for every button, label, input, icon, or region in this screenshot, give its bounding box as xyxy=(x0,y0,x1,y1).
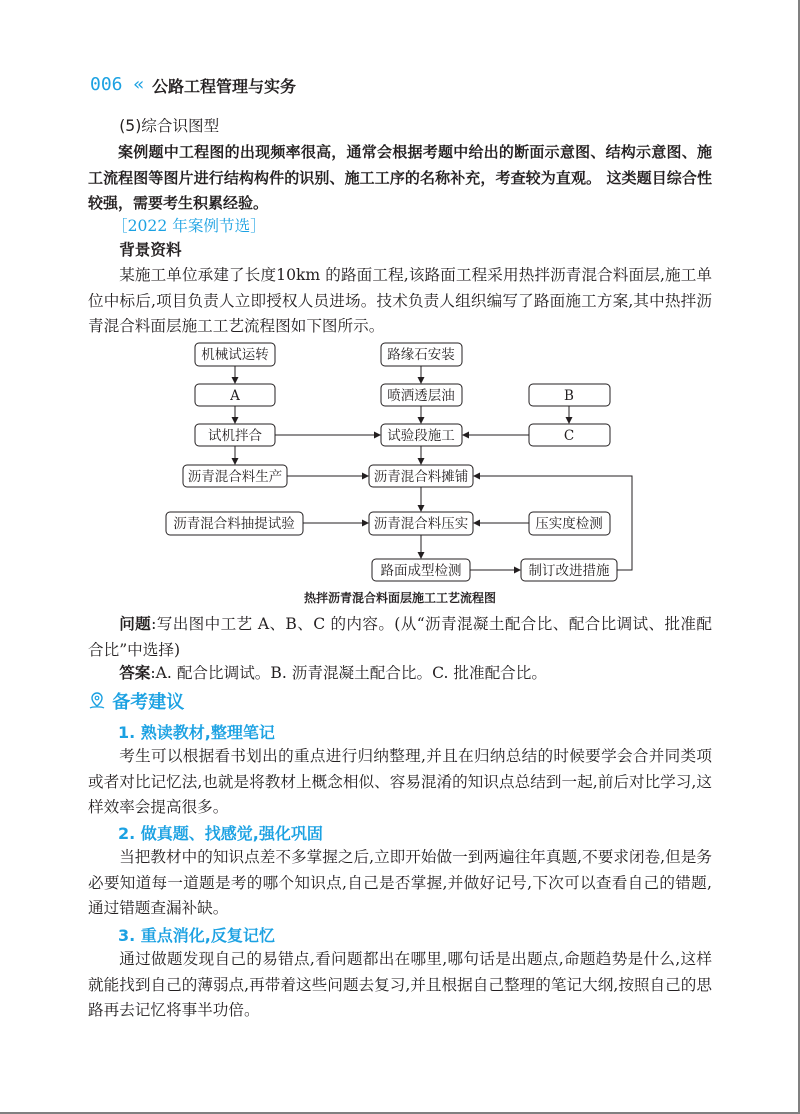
node-label: 试验段施工 xyxy=(387,428,455,444)
node-label: C xyxy=(563,428,575,444)
flowchart-caption: 热拌沥青混合料面层施工工艺流程图 xyxy=(303,591,497,605)
node-label: 路面成型检测 xyxy=(380,563,462,579)
answer xyxy=(88,661,712,687)
answer-text: :A. 配合比调试。B. 沥青混凝土配合比。C. 批准配合比。 xyxy=(150,664,547,682)
location-pin-icon xyxy=(88,691,106,711)
advice-section xyxy=(88,688,184,714)
node-label: 沥青混合料生产 xyxy=(187,469,283,485)
section-text: 案例题中工程图的出现频率很高，通常会根据考题中给出的断面示意图、结构示意图、施工流程图等图片进行结构构件的识别、施工工序的名称补充，考查较为直观。 这类题目综合性较强，需要考生积累经验。 xyxy=(88,143,712,213)
question-text: :写出图中工艺 A、B、C 的内容。(从“沥青混凝土配合比、配合比调试、批准配合比”中选择) xyxy=(88,615,712,659)
answer-label: 答案 xyxy=(119,664,151,682)
advice-heading-1: 1. 熟读教材,整理笔记 xyxy=(118,723,275,742)
node-label: A xyxy=(230,388,240,404)
advice-text-3: 通过做题发现自己的易错点,看问题都出在哪里,哪句话是出题点,命题趋势是什么,这样就能找到自己的薄弱点,再带着这些问题去复习,并且根据自己整理的笔记大纲,按照自己的思路再去记忆将事半功倍。 xyxy=(88,950,712,1020)
page-number: 006 xyxy=(90,74,123,95)
question-label: 问题 xyxy=(119,615,152,633)
node-label: 制订改进措施 xyxy=(528,563,610,579)
node-label: 压实度检测 xyxy=(535,516,603,532)
advice-heading-2: 2. 做真题、找感觉,强化巩固 xyxy=(118,824,323,843)
node-label: 试机拌合 xyxy=(208,428,262,444)
advice-text-1: 考生可以根据看书划出的重点进行归纳整理,并且在归纳总结的时候要学会合并同类项或者对比记忆法,也就是将教材上概念相似、容易混淆的知识点总结到一起,前后对比学习,这样效率会提高很多。 xyxy=(88,747,712,817)
node-label: 沥青混合料压实 xyxy=(373,516,469,532)
node-label: 机械试运转 xyxy=(201,347,269,363)
background-text: 某施工单位承建了长度10km 的路面工程,该路面工程采用热拌沥青混合料面层,施工单位中标后,项目负责人立即授权人员进场。技术负责人组织编写了路面施工方案,其中热拌沥青混合料面层施工工艺流程图如下图所示。 xyxy=(88,266,712,336)
advice-text-2: 当把教材中的知识点差不多掌握之后,立即开始做一到两遍往年真题,不要求闭卷,但是务必要知道每一道题是考的哪个知识点,自己是否掌握,并做好记号,下次可以查看自己的错题,通过错题查漏补缺。 xyxy=(88,848,712,918)
node-label: 喷洒透层油 xyxy=(387,388,455,404)
case-tag: ［2022 年案例节选］ xyxy=(112,217,266,235)
book-title: 公路工程管理与实务 xyxy=(152,77,297,96)
section-title: (5)综合识图型 xyxy=(119,117,220,135)
node-label: B xyxy=(564,388,574,404)
question xyxy=(88,612,712,663)
chevron-icon: « xyxy=(133,74,145,95)
node-label: 沥青混合料摊铺 xyxy=(373,469,469,485)
node-label: 路缘石安装 xyxy=(387,347,455,363)
advice-heading-3: 3. 重点消化,反复记忆 xyxy=(118,926,275,945)
node-label: 沥青混合料抽提试验 xyxy=(173,516,295,532)
background-title: 背景资料 xyxy=(119,241,182,259)
advice-title: 备考建议 xyxy=(112,692,185,713)
